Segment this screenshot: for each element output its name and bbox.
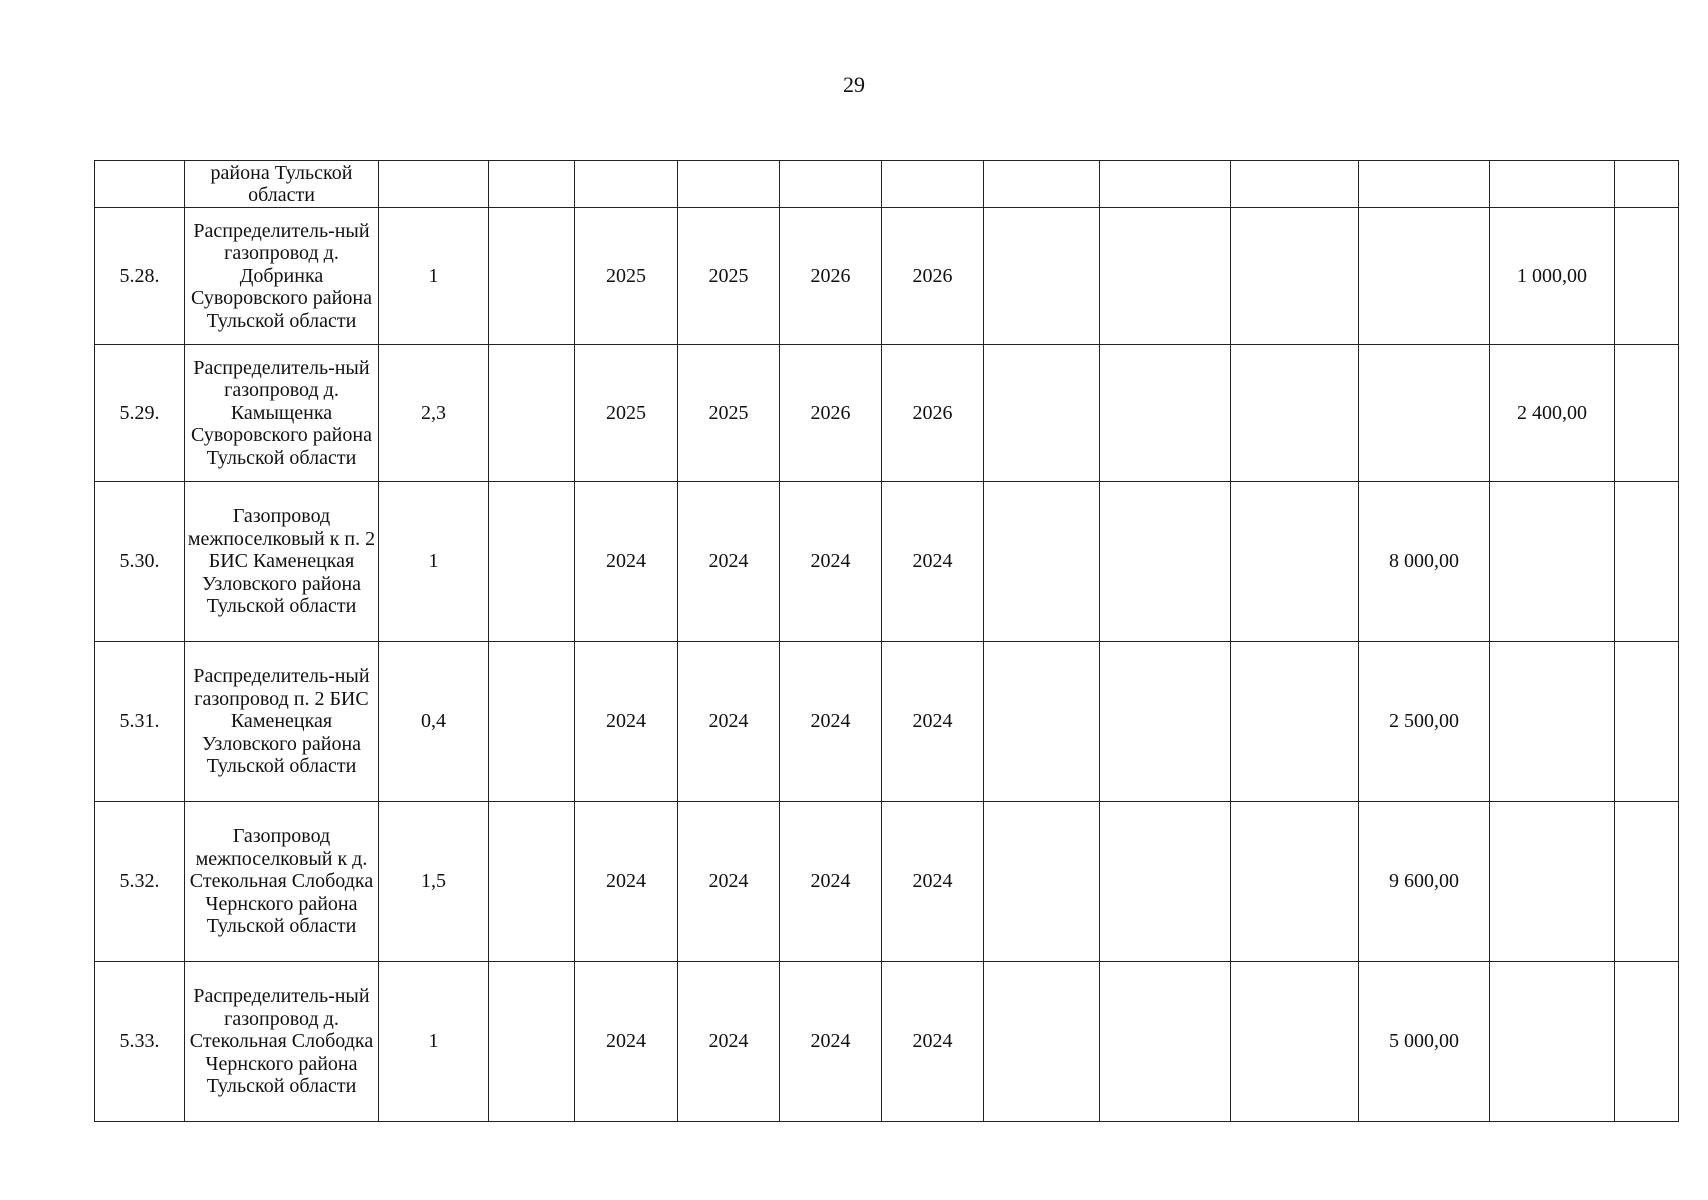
cell-empty — [1231, 345, 1359, 482]
cell-empty — [1100, 345, 1231, 482]
cell-num — [95, 161, 185, 208]
cell-year: 2024 — [575, 962, 678, 1122]
cell-empty — [984, 345, 1100, 482]
document-table — [94, 160, 1679, 1122]
cell-year: 2026 — [882, 345, 984, 482]
cell-length: 1 — [379, 482, 489, 642]
cell-length: 1 — [379, 962, 489, 1122]
table-row — [95, 642, 1679, 802]
cell-name: Газопровод межпоселковый к п. 2 БИС Каменецкая Узловского района Тульской области — [185, 482, 379, 642]
cell-empty — [1231, 161, 1359, 208]
cell-number: 5.30. — [95, 482, 185, 642]
cell-empty — [1615, 161, 1679, 208]
cell-empty — [1615, 208, 1679, 345]
cell-empty — [984, 482, 1100, 642]
cell-empty — [489, 345, 575, 482]
table-row — [95, 208, 1679, 345]
cell-amount — [1359, 345, 1490, 482]
cell-year: 2025 — [575, 345, 678, 482]
cell-year: 2026 — [882, 208, 984, 345]
cell-empty — [379, 161, 489, 208]
cell-year: 2024 — [678, 802, 780, 962]
cell-year: 2024 — [780, 642, 882, 802]
page-number: 29 — [843, 72, 865, 97]
cell-year: 2024 — [678, 642, 780, 802]
cell-empty — [1615, 642, 1679, 802]
cell-number: 5.32. — [95, 802, 185, 962]
cell-amount: 1 000,00 — [1490, 208, 1615, 345]
cell-empty — [1100, 208, 1231, 345]
cell-empty — [1615, 482, 1679, 642]
cell-length: 2,3 — [379, 345, 489, 482]
table-row — [95, 962, 1679, 1122]
cell-empty — [1100, 802, 1231, 962]
cell-year: 2024 — [575, 482, 678, 642]
cell-empty — [1100, 962, 1231, 1122]
cell-empty — [1231, 802, 1359, 962]
cell-amount — [1359, 208, 1490, 345]
cell-number: 5.33. — [95, 962, 185, 1122]
cell-empty — [1359, 161, 1490, 208]
cell-length: 1,5 — [379, 802, 489, 962]
cell-empty — [1490, 161, 1615, 208]
cell-empty — [1100, 161, 1231, 208]
cell-name: района Тульской области — [185, 161, 379, 208]
cell-name: Газопровод межпоселковый к д. Стекольная Слободка Чернского района Тульской области — [185, 802, 379, 962]
cell-year: 2024 — [780, 962, 882, 1122]
cell-year: 2024 — [882, 802, 984, 962]
cell-year: 2026 — [780, 345, 882, 482]
cell-empty — [1100, 482, 1231, 642]
cell-name: Распределитель-ный газопровод д. Стекольная Слободка Чернского района Тульской области — [185, 962, 379, 1122]
cell-amount: 8 000,00 — [1359, 482, 1490, 642]
cell-length: 0,4 — [379, 642, 489, 802]
cell-empty — [1231, 962, 1359, 1122]
table-row — [95, 345, 1679, 482]
cell-year: 2024 — [575, 802, 678, 962]
table-body — [95, 161, 1679, 1122]
cell-amount: 2 500,00 — [1359, 642, 1490, 802]
cell-name: Распределитель-ный газопровод п. 2 БИС Каменецкая Узловского района Тульской области — [185, 642, 379, 802]
cell-year: 2024 — [678, 962, 780, 1122]
cell-empty — [489, 802, 575, 962]
table-row — [95, 482, 1679, 642]
cell-amount — [1490, 962, 1615, 1122]
cell-amount — [1490, 642, 1615, 802]
cell-empty — [1615, 962, 1679, 1122]
cell-number: 5.29. — [95, 345, 185, 482]
cell-year: 2024 — [678, 482, 780, 642]
cell-empty — [489, 208, 575, 345]
cell-empty — [882, 161, 984, 208]
cell-name: Распределитель-ный газопровод д. Камыщенка Суворовского района Тульской области — [185, 345, 379, 482]
cell-year: 2025 — [575, 208, 678, 345]
cell-empty — [1231, 642, 1359, 802]
cell-empty — [1231, 208, 1359, 345]
cell-amount: 9 600,00 — [1359, 802, 1490, 962]
cell-name: Распределитель-ный газопровод д. Добринка Суворовского района Тульской области — [185, 208, 379, 345]
cell-year: 2024 — [882, 642, 984, 802]
cell-amount: 5 000,00 — [1359, 962, 1490, 1122]
cell-empty — [489, 962, 575, 1122]
cell-empty — [984, 161, 1100, 208]
cell-empty — [678, 161, 780, 208]
cell-amount — [1490, 802, 1615, 962]
cell-empty — [1100, 642, 1231, 802]
cell-year: 2024 — [882, 482, 984, 642]
cell-number: 5.31. — [95, 642, 185, 802]
cell-number: 5.28. — [95, 208, 185, 345]
cell-empty — [1231, 482, 1359, 642]
cell-empty — [1615, 345, 1679, 482]
cell-length: 1 — [379, 208, 489, 345]
cell-empty — [984, 802, 1100, 962]
cell-amount: 2 400,00 — [1490, 345, 1615, 482]
continuation-row — [95, 161, 1679, 208]
cell-empty — [984, 208, 1100, 345]
cell-amount — [1490, 482, 1615, 642]
cell-year: 2026 — [780, 208, 882, 345]
cell-year: 2025 — [678, 208, 780, 345]
cell-year: 2024 — [780, 802, 882, 962]
cell-year: 2024 — [780, 482, 882, 642]
cell-year: 2024 — [882, 962, 984, 1122]
table-row — [95, 802, 1679, 962]
cell-empty — [1615, 802, 1679, 962]
cell-empty — [780, 161, 882, 208]
cell-empty — [489, 161, 575, 208]
cell-empty — [984, 962, 1100, 1122]
cell-empty — [489, 642, 575, 802]
cell-empty — [575, 161, 678, 208]
cell-year: 2025 — [678, 345, 780, 482]
cell-empty — [489, 482, 575, 642]
cell-empty — [984, 642, 1100, 802]
cell-year: 2024 — [575, 642, 678, 802]
